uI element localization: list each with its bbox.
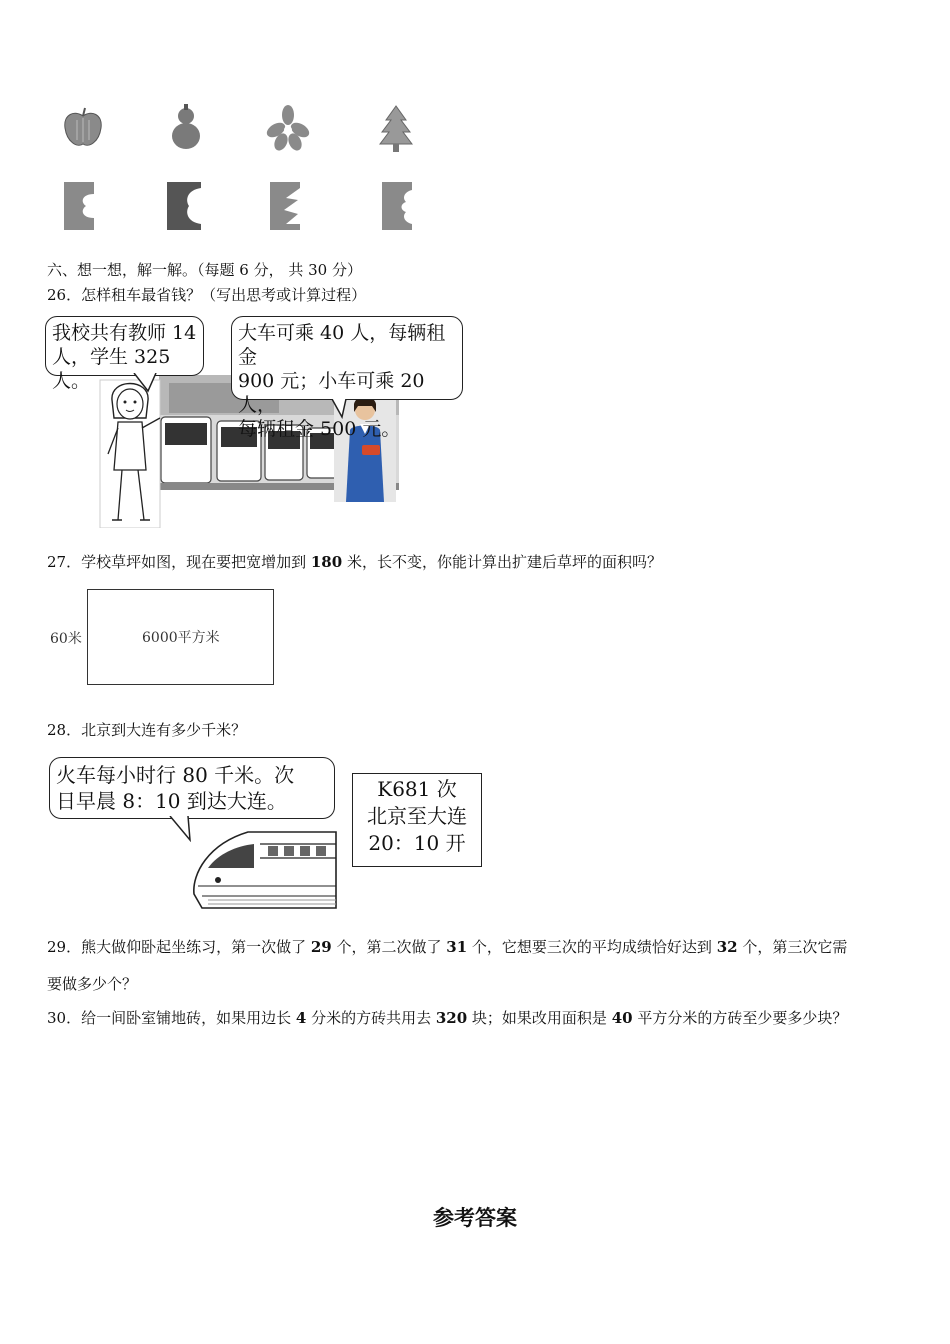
train-sign-line-3: 20：10 开 (368, 831, 466, 855)
lawn-rectangle (87, 589, 274, 685)
train-icon (188, 824, 338, 914)
q27-text-c: 米，长不变，你能计算出扩建后草坪的面积吗？ (342, 553, 662, 571)
q30-number-1: 4 (295, 1009, 307, 1027)
question-29-line-2: 要做多少个？ (47, 975, 138, 993)
q29-text-4: 个，第三次它需 (737, 938, 848, 956)
train-bubble-line-1: 火车每小时行 80 千米。次 (56, 763, 295, 787)
attendant-bubble-line-3: 每辆租金 500 元。 (238, 418, 401, 440)
q30-text-3: 块；如果改用面积是 (467, 1009, 612, 1027)
q28-illustration (48, 756, 488, 914)
apple-icon (57, 102, 109, 154)
q30-number-2: 320 (435, 1009, 468, 1027)
question-26: 26．怎样租车最省钱？（写出思考或计算过程） (47, 286, 367, 304)
cutout-e-icon-3 (268, 180, 306, 232)
cutout-e-icon-1 (62, 180, 100, 232)
question-29 (47, 937, 847, 957)
question-28: 28．北京到大连有多少千米？ (47, 721, 247, 739)
gourd-icon (160, 102, 212, 154)
attendant-speech-bubble (231, 316, 463, 440)
attendant-bubble-line-2: 900 元；小车可乘 20 人， (238, 370, 425, 416)
train-sign-line-1: K681 次 (377, 777, 457, 801)
q30-text-2: 分米的方砖共用去 (306, 1009, 436, 1027)
q29-number-2: 31 (446, 938, 468, 956)
train-bubble-line-2: 日早晨 8：10 到达大连。 (56, 789, 287, 813)
flower-icon (262, 102, 314, 154)
lawn-width-label: 60米 (50, 631, 82, 647)
cutout-e-icon-2 (165, 180, 205, 232)
answers-title: 参考答案 (433, 1206, 517, 1230)
train-sign-line-2: 北京至大连 (367, 804, 467, 828)
q30-text-1: 30．给一间卧室铺地砖，如果用边长 (47, 1009, 296, 1027)
teacher-bubble-line-1: 我校共有教师 14 (52, 322, 197, 344)
q26-illustration (44, 315, 469, 530)
lawn-area-label: 6000平方米 (142, 630, 220, 646)
train-timetable-sign (352, 773, 482, 867)
bubble-tail-2 (328, 399, 352, 419)
q30-text-4: 平方分米的方砖至少要多少块？ (632, 1009, 848, 1027)
train-speech-bubble (49, 757, 335, 819)
cutout-e-icon-4 (380, 180, 418, 232)
q29-number-3: 32 (716, 938, 738, 956)
attendant-bubble-line-1: 大车可乘 40 人，每辆租金 (238, 322, 446, 368)
question-27 (47, 552, 662, 572)
section-six-heading: 六、想一想，解一解。（每题 6 分， 共 30 分） (47, 261, 362, 279)
q29-number-1: 29 (310, 938, 332, 956)
q27-text-a: 27．学校草坪如图，现在要把宽增加到 (47, 553, 311, 571)
teacher-cartoon-image (94, 370, 166, 528)
q29-text-1: 29．熊大做仰卧起坐练习，第一次做了 (47, 938, 311, 956)
bubble-tail (132, 373, 162, 393)
q29-text-2: 个，第二次做了 (331, 938, 447, 956)
q30-number-3: 40 (611, 1009, 633, 1027)
tree-icon (370, 102, 422, 154)
teacher-speech-bubble (45, 316, 204, 392)
q27-number: 180 (310, 553, 343, 571)
shapes-row-1 (50, 100, 430, 160)
question-30 (47, 1008, 847, 1028)
shapes-row-2 (50, 178, 430, 238)
teacher-bubble-line-2: 人，学生 325 人。 (52, 346, 171, 392)
q29-text-3: 个，它想要三次的平均成绩恰好达到 (467, 938, 717, 956)
